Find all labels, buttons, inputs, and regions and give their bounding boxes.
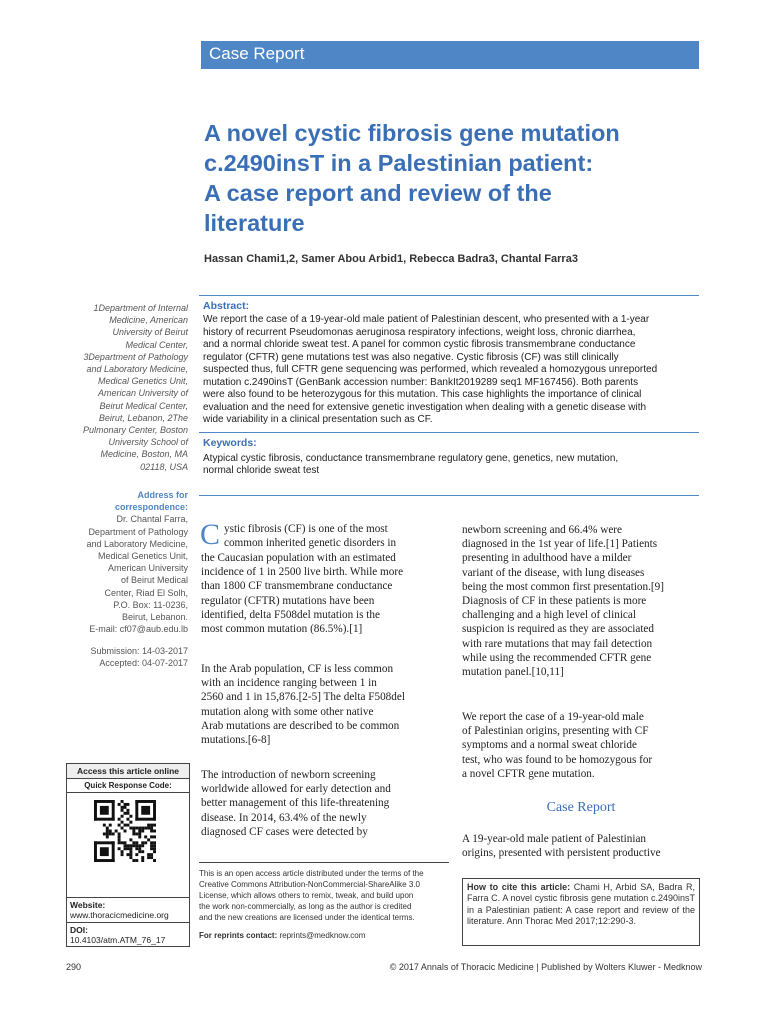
drop-cap: C	[200, 518, 221, 551]
affiliation-line: Medical Center,	[125, 339, 188, 350]
body-line: A 19-year-old male patient of Palestinian	[462, 833, 647, 845]
affiliation-line: 02118, USA	[140, 461, 188, 472]
abstract-line: regulator (CFTR) gene mutations test was also negative. Cystic fibrosis (CF) was still clinically	[203, 351, 619, 363]
body-line: In the Arab population, CF is less common	[201, 663, 394, 675]
correspondence-line: of Beirut Medical	[120, 575, 188, 586]
abstract-line: We report the case of a 19-year-old male patient of Palestinian descent, who presented with a 1-year	[203, 314, 650, 325]
affiliation-line: American University of	[97, 388, 188, 399]
abstract-box	[199, 295, 699, 496]
keywords-heading: Keywords:	[203, 436, 257, 449]
body-line: Arab mutations are described to be common	[201, 719, 400, 732]
body-line: origins, presented with persistent productive	[462, 847, 661, 860]
affiliation-line: University of Beirut	[112, 327, 188, 338]
cite-body: Chami H, Arbid SA, Badra R, Farra C. A novel cystic fibrosis gene mutation c.2490insT in a Palestinian patient: A case report and review of the literature. Ann Thorac Med 2017;12:290-3.	[467, 882, 695, 926]
body-line: with rare mutations that may fail detection	[462, 637, 653, 650]
body-line: diagnosed CF cases were detected by	[201, 825, 368, 838]
correspondence-heading: Address for	[137, 490, 188, 500]
open-access-notice	[199, 862, 449, 941]
body-line: suspicion is required as they are associated	[462, 623, 654, 636]
body-line: identified, delta F508del mutation is the	[201, 608, 380, 621]
body-left-para1	[201, 551, 441, 636]
body-line: worldwide allowed for early detection and	[201, 783, 391, 796]
body-left-para2	[201, 662, 441, 747]
correspondence-line: American University	[107, 563, 188, 574]
title-line: literature	[204, 210, 305, 236]
body-line: test, who was found to be homozygous for	[462, 753, 653, 766]
affiliation-line: 1Department of Internal	[93, 303, 188, 313]
article-title	[204, 118, 704, 238]
body-line: incidence of 1 in 2500 live birth. While more	[201, 566, 404, 579]
affiliation-line: Medical Genetics Unit,	[97, 376, 188, 387]
case-report-heading: Case Report	[546, 800, 616, 815]
title-line: c.2490insT in a Palestinian patient:	[204, 150, 594, 176]
oa-line: and the new creations are licensed under the identical terms.	[199, 913, 415, 922]
body-line: symptoms and a normal sweat chloride	[462, 739, 637, 752]
correspondence-heading: correspondence:	[114, 502, 188, 513]
reprints-label: For reprints contact:	[199, 931, 278, 940]
cite-text	[463, 879, 699, 930]
body-line: than 1800 CF transmembrane conductance	[201, 580, 393, 593]
body-line: better management of this life-threatening	[201, 797, 390, 810]
abstract-heading: Abstract:	[203, 300, 250, 312]
body-line: most common mutation (86.5%).[1]	[201, 623, 363, 636]
abstract-line: mutation c.2490insT (GenBank accession number: BankIt2019289 seq1 MF167456). Both parents	[203, 376, 639, 388]
body-line: while using the recommended CFTR gene	[462, 651, 652, 664]
cite-label: How to cite this article:	[467, 882, 571, 892]
footer-journal: © 2017 Annals of Thoracic Medicine | Published by Wolters Kluwer - Medknow	[389, 962, 702, 972]
oa-line: the work non-commercially, as long as the author is credited	[199, 902, 412, 911]
doi-label: DOI:	[70, 925, 88, 935]
abstract-line: suspected thus, full CFTR gene sequencing was performed, which revealed a homozygous unreported	[203, 364, 658, 375]
website-link[interactable]: www.thoracicmedicine.org	[70, 910, 169, 920]
affiliation-line: and Laboratory Medicine,	[86, 364, 188, 375]
body-line: mutation along with some other native	[201, 705, 374, 718]
reprints-email[interactable]: reprints@medknow.com	[279, 931, 366, 940]
body-line: diagnosed in the 1st year of life.[1] Patients	[462, 538, 658, 551]
qr-label: Quick Response Code:	[67, 779, 189, 793]
keywords-text	[203, 453, 695, 478]
abstract-line: history of recurrent Pseudomonas aeruginosa respiratory infections, weight loss, chronic diarrhea,	[203, 326, 636, 338]
affiliation-line: University School of	[108, 437, 188, 448]
affiliation-line: Beirut, Lebanon, 2The	[98, 412, 188, 423]
body-line: challenging and a high level of clinical	[462, 609, 636, 622]
website-label: Website:	[70, 900, 106, 910]
keywords-line: normal chloride sweat test	[203, 465, 320, 476]
title-line: A novel cystic fibrosis gene mutation	[204, 120, 620, 146]
correspondence-line: and Laboratory Medicine,	[86, 538, 188, 549]
section-banner-label: Case Report	[209, 44, 305, 63]
doi-link[interactable]: 10.4103/atm.ATM_76_17	[70, 935, 166, 945]
body-line: variant of the disease, with lung diseases	[462, 566, 645, 579]
access-heading: Access this article online	[67, 764, 189, 779]
body-line: regulator (CFTR) mutations have been	[201, 594, 375, 607]
abstract-line: evaluation and the need for extensive genetic investigation when dealing with a genetic disease with	[203, 401, 647, 413]
oa-line: Creative Commons Attribution-NonCommercial-ShareAlike 3.0	[199, 880, 420, 889]
abstract-line: were also found to be heterozygous for this mutation. This case highlights the importance of clinical	[203, 389, 642, 400]
abstract-text	[203, 314, 695, 427]
page-number: 290	[66, 962, 82, 972]
body-line: common inherited genetic disorders in	[224, 537, 397, 550]
abstract-line: and a normal chloride sweat test. A panel for common cystic fibrosis transmembrane conductance	[203, 339, 636, 350]
how-to-cite-box	[462, 878, 700, 946]
body-line: with an incidence ranging between 1 in	[201, 677, 377, 690]
body-line: a novel CFTR gene mutation.	[462, 767, 595, 780]
correspondence	[58, 489, 188, 635]
affiliations	[58, 302, 188, 473]
body-line: presenting in adulthood have a milder	[462, 552, 632, 565]
body-line: We report the case of a 19-year-old male	[462, 711, 644, 723]
body-left-para3	[201, 768, 441, 839]
qr-code-icon[interactable]	[94, 800, 156, 862]
body-line: ystic fibrosis (CF) is one of the most	[224, 523, 388, 535]
oa-line: This is an open access article distributed under the terms of the	[199, 869, 424, 878]
body-line: mutation panel.[10,11]	[462, 666, 564, 679]
correspondence-email[interactable]: E-mail: cf07@aub.edu.lb	[89, 624, 188, 635]
correspondence-line: Dr. Chantal Farra,	[116, 514, 188, 525]
body-line: newborn screening and 66.4% were	[462, 524, 622, 536]
submission-dates	[58, 645, 188, 669]
correspondence-line: Medical Genetics Unit,	[97, 551, 188, 562]
body-line: being the most common first presentation.[9]	[462, 580, 664, 593]
correspondence-line: Beirut, Lebanon.	[121, 612, 188, 623]
accepted-date: Accepted: 04-07-2017	[99, 658, 188, 669]
correspondence-line: P.O. Box: 11-0236,	[113, 599, 188, 610]
affiliation-line: Medicine, American	[109, 315, 188, 326]
body-right-para2	[462, 710, 700, 781]
oa-line: License, which allows others to remix, tweak, and build upon	[199, 891, 414, 900]
body-left-para1-lead	[224, 522, 441, 550]
body-line: 2560 and 1 in 15,876.[2-5] The delta F508del	[201, 691, 405, 704]
keywords-line: Atypical cystic fibrosis, conductance transmembrane regulatory gene, genetics, new mutation,	[203, 452, 619, 464]
body-right-para1	[462, 523, 700, 679]
body-line: The introduction of newborn screening	[201, 769, 376, 781]
correspondence-line: Center, Riad El Solh,	[104, 587, 188, 598]
affiliation-line: 3Department of Pathology	[83, 351, 188, 362]
body-line: of Palestinian origins, presenting with CF	[462, 725, 649, 738]
affiliation-line: Medicine, Boston, MA	[100, 449, 188, 460]
body-line: the Caucasian population with an estimated	[201, 552, 396, 564]
abstract-line: wide variability in a clinical presentation such as CF.	[203, 414, 433, 425]
author-list: Hassan Chami1,2, Samer Abou Arbid1, Rebecca Badra3, Chantal Farra3	[204, 253, 578, 265]
body-line: disease. In 2014, 63.4% of the newly	[201, 811, 367, 824]
affiliation-line: Beirut Medical Center,	[99, 400, 188, 411]
title-line: A case report and review of the	[204, 180, 552, 206]
correspondence-line: Department of Pathology	[88, 526, 188, 537]
body-line: Diagnosis of CF in these patients is more	[462, 595, 647, 608]
affiliation-line: Pulmonary Center, Boston	[82, 425, 188, 436]
body-line: mutations.[6-8]	[201, 734, 271, 747]
submission-date: Submission: 14-03-2017	[90, 646, 188, 656]
body-right-para3	[462, 832, 700, 860]
doi-block	[67, 923, 189, 947]
website-block	[67, 898, 189, 923]
